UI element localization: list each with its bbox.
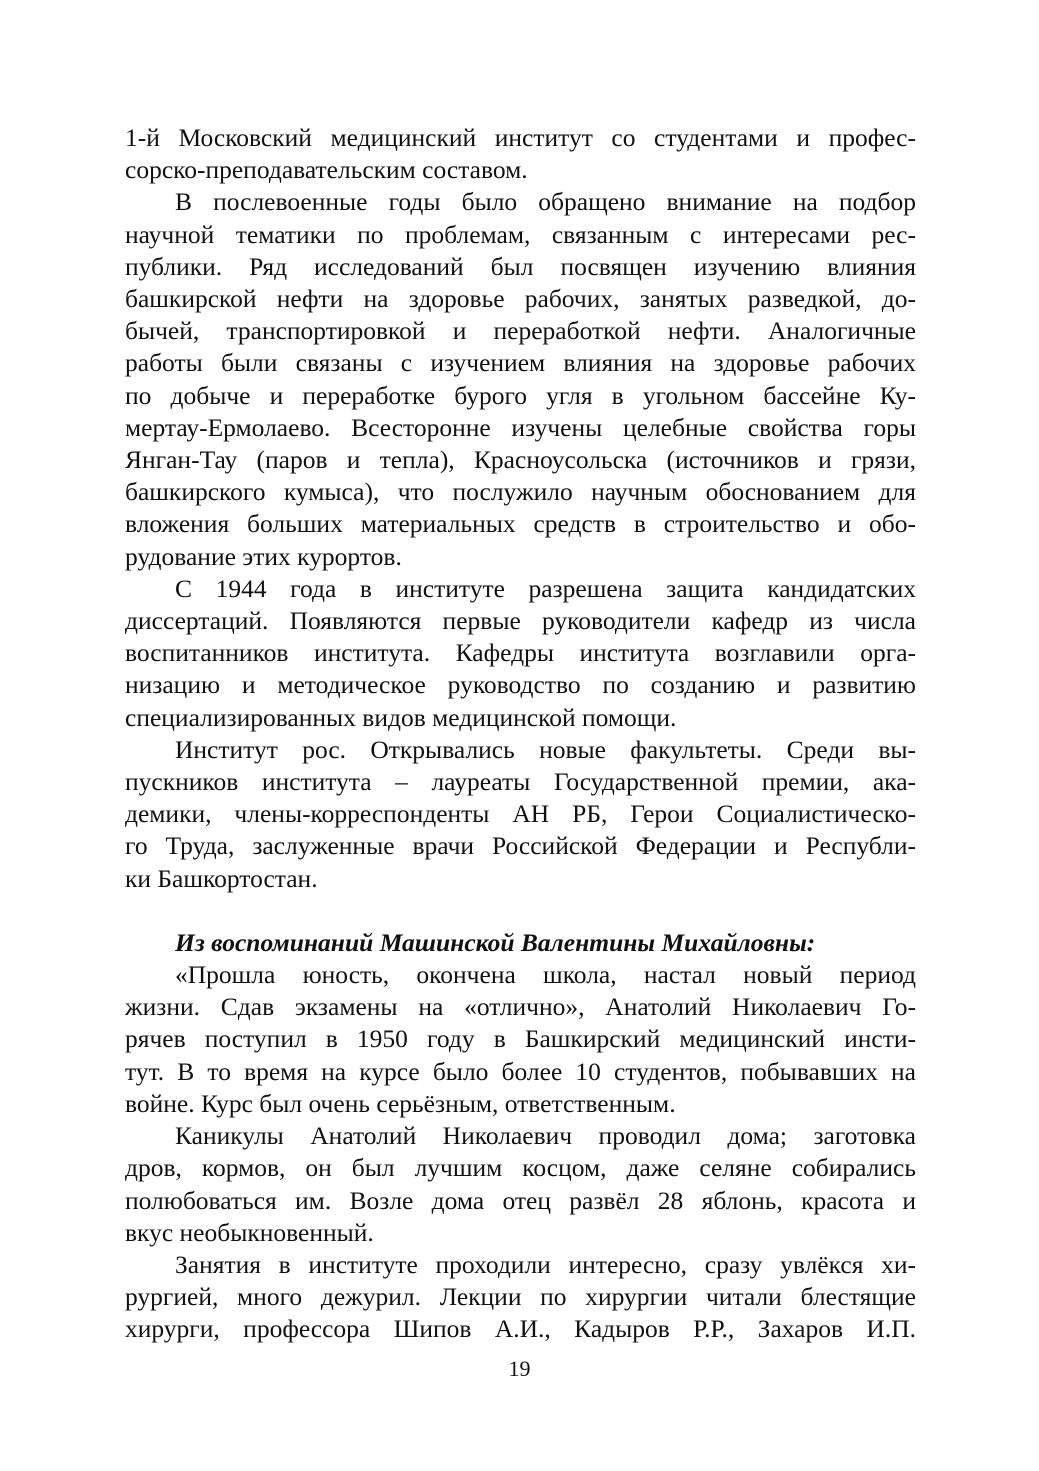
text-line: хирурги, профессора Шипов А.И., Кадыров Р.Р., Захаров И.П. [125, 1314, 916, 1344]
paragraph [125, 1120, 916, 1249]
text-line: вложения больших материальных средств в строительство и обо- [125, 509, 916, 539]
paragraph [125, 959, 916, 1120]
paragraph [125, 186, 916, 572]
text-line: Занятия в институте проходили интересно, сразу увлёкся хи- [175, 1249, 916, 1279]
text-line: Институт рос. Открывались новые факультеты. Среди вы- [175, 734, 916, 764]
paragraph [125, 734, 916, 895]
text-line: жизни. Сдав экзамены на «отлично», Анатолий Николаевич Го- [125, 992, 916, 1022]
blank-line [125, 895, 916, 927]
section-heading: Из воспоминаний Машинской Валентины Михайловны: [175, 927, 816, 957]
text-line: работы были связаны с изучением влияния на здоровье рабочих [125, 348, 916, 378]
text-line: В послевоенные годы было обращено внимание на подбор [175, 187, 916, 217]
text-line: 1-й Московский медицинский институт со студентами и профес- [125, 123, 916, 152]
text-line: тут. В то время на курсе было более 10 студентов, побывавших на [125, 1056, 916, 1086]
paragraph [125, 1249, 916, 1346]
text-line: пускников института – лауреаты Государственной премии, ака- [125, 767, 916, 797]
text-line: научной тематики по проблемам, связанным с интересами рес- [125, 219, 916, 249]
text-column [125, 122, 916, 1346]
text-line: мертау-Ермолаево. Всесторонне изучены целебные свойства горы [125, 412, 916, 442]
text-line: Каникулы Анатолий Николаевич проводил дома; заготовка [175, 1121, 916, 1151]
text-line: го Труда, заслуженные врачи Российской Федерации и Республи- [125, 831, 916, 861]
text-line: по добыче и переработке бурого угля в угольном бассейне Ку- [125, 380, 916, 410]
text-line: диссертаций. Появляются первые руководители кафедр из числа [125, 606, 916, 636]
text-line: низацию и методическое руководство по созданию и развитию [125, 670, 916, 700]
text-line: С 1944 года в институте разрешена защита кандидатских [175, 573, 916, 603]
text-line: рургией, много дежурил. Лекции по хирургии читали блестящие [125, 1282, 916, 1312]
text-line: Янган-Тау (паров и тепла), Красноусольска (источников и грязи, [125, 445, 916, 475]
text-line: «Прошла юность, окончена школа, настал новый период [175, 960, 916, 990]
text-line: башкирского кумыса), что послужило научным обоснованием для [125, 477, 916, 507]
text-line: бычей, транспортировкой и переработкой нефти. Аналогичные [125, 316, 916, 346]
text-line: войне. Курс был очень серьёзным, ответственным. [125, 1088, 676, 1118]
text-line: рудование этих курортов. [125, 541, 402, 571]
text-line: демики, члены-корреспонденты АН РБ, Герои Социалистическо- [125, 799, 916, 829]
paragraph [125, 122, 916, 186]
text-line: башкирской нефти на здоровье рабочих, занятых разведкой, до- [125, 284, 916, 314]
text-line: ки Башкортостан. [125, 863, 318, 893]
text-line: рячев поступил в 1950 году в Башкирский медицинский инсти- [125, 1024, 916, 1054]
text-line: дров, кормов, он был лучшим косцом, даже селяне собирались [125, 1153, 916, 1183]
text-line: публики. Ряд исследований был посвящен изучению влияния [125, 251, 916, 281]
page-number: 19 [508, 1356, 531, 1381]
text-line: специализированных видов медицинской помощи. [125, 702, 677, 732]
text-line: вкус необыкновенный. [125, 1217, 374, 1247]
text-line: сорско-преподавательским составом. [125, 155, 528, 185]
text-line: воспитанников института. Кафедры института возглавили орга- [125, 638, 916, 668]
paragraph [125, 573, 916, 734]
text-line: полюбоваться им. Возле дома отец развёл 28 яблонь, красота и [125, 1185, 916, 1215]
